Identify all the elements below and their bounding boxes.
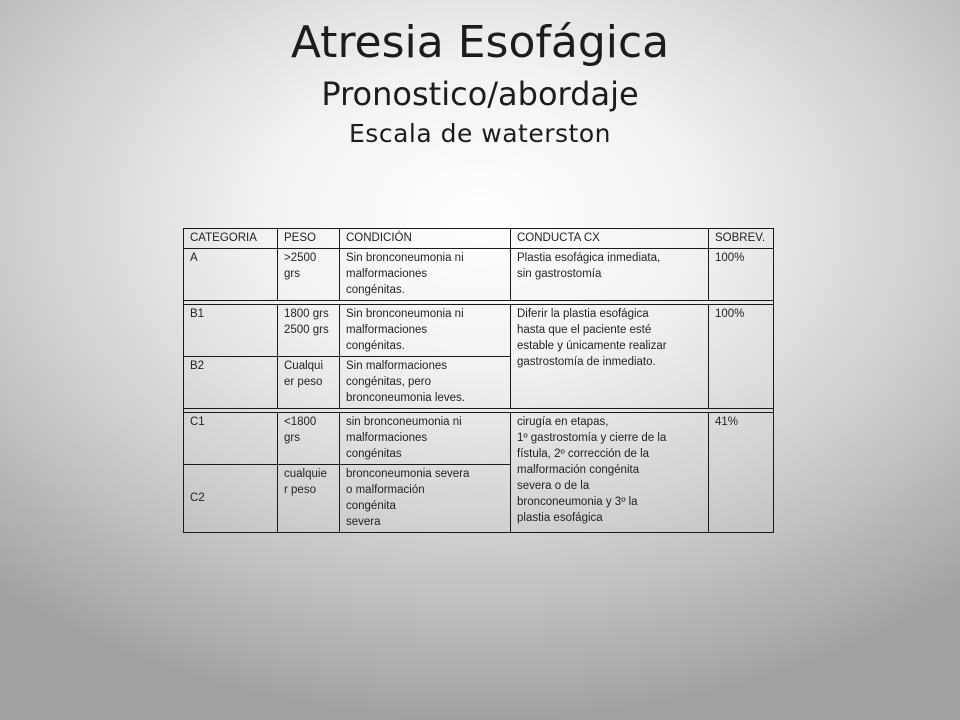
cell-peso: >2500 grs	[278, 249, 340, 301]
cell-condicion: Sin bronconeumonia ni malformaciones congénitas.	[340, 305, 511, 357]
cell-categoria: C2	[184, 465, 278, 533]
cell-condicion: bronconeumonia severa o malformación congénita severa	[340, 465, 511, 533]
header-conducta: CONDUCTA CX	[511, 229, 709, 249]
cell-peso: Cualqui er peso	[278, 357, 340, 409]
header-sobrev: SOBREV.	[709, 229, 774, 249]
cell-categoria: A	[184, 249, 278, 301]
cell-condicion: Sin malformaciones congénitas, pero bronconeumonia leves.	[340, 357, 511, 409]
slide-title: Atresia Esofágica	[290, 17, 670, 68]
slide-subsubtitle: Escala de waterston	[349, 119, 611, 148]
table-row-c1	[184, 413, 774, 465]
title-block	[0, 14, 960, 152]
table-header-row	[184, 229, 774, 249]
cell-categoria: C1	[184, 413, 278, 465]
header-condicion: CONDICIÓN	[340, 229, 511, 249]
header-categoria: CATEGORIA	[184, 229, 278, 249]
cell-conducta: Plastia esofágica inmediata, sin gastrostomía	[511, 249, 709, 301]
cell-condicion: sin bronconeumonia ni malformaciones congénitas	[340, 413, 511, 465]
cell-conducta: cirugía en etapas, 1º gastrostomía y cierre de la fístula, 2º corrección de la malformación congénita severa o de la bronconeumonia y 3º la plastia esofágica	[511, 413, 709, 533]
cell-sobrev: 100%	[709, 305, 774, 409]
cell-condicion: Sin bronconeumonia ni malformaciones congénitas.	[340, 249, 511, 301]
table-row-a	[184, 249, 774, 301]
cell-peso: <1800 grs	[278, 413, 340, 465]
table-row-b1	[184, 305, 774, 357]
cell-peso: cualquie r peso	[278, 465, 340, 533]
cell-sobrev: 41%	[709, 413, 774, 533]
cell-conducta: Diferir la plastia esofágica hasta que el paciente esté estable y únicamente realizar gastrostomía de inmediato.	[511, 305, 709, 409]
waterston-table	[183, 228, 774, 533]
cell-categoria: B1	[184, 305, 278, 357]
cell-sobrev: 100%	[709, 249, 774, 301]
cell-categoria: B2	[184, 357, 278, 409]
cell-peso: 1800 grs 2500 grs	[278, 305, 340, 357]
header-peso: PESO	[278, 229, 340, 249]
slide-subtitle: Pronostico/abordaje	[321, 75, 639, 113]
